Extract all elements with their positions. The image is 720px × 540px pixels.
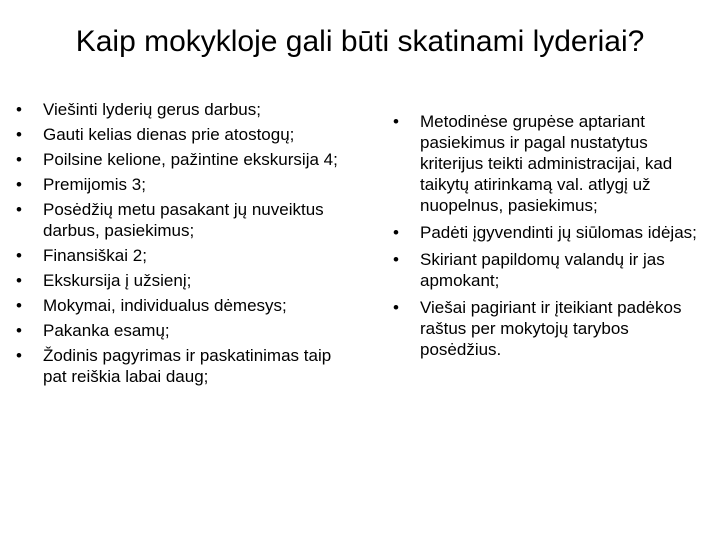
list-item-text: Žodinis pagyrimas ir paskatinimas taip pat reiškia labai daug; <box>43 346 332 386</box>
bullet-icon: • <box>393 250 399 269</box>
list-item-text: Padėti įgyvendinti jų siūlomas idėjas; <box>420 223 697 242</box>
list-item-text: Finansiškai 2; <box>43 246 147 265</box>
list-item-text: Viešinti lyderių gerus darbus; <box>43 100 261 119</box>
list-item <box>391 297 709 360</box>
right-bullet-list <box>391 111 709 366</box>
bullet-icon: • <box>16 296 22 315</box>
list-item <box>14 199 359 241</box>
list-item-text: Premijomis 3; <box>43 175 146 194</box>
bullet-icon: • <box>16 346 22 365</box>
bullet-icon: • <box>16 150 22 169</box>
list-item <box>14 174 359 195</box>
list-item-text: Poilsine kelione, pažintine ekskursija 4; <box>43 150 338 169</box>
list-item-text: Pakanka esamų; <box>43 321 170 340</box>
bullet-icon: • <box>16 125 22 144</box>
list-item <box>14 99 359 120</box>
list-item <box>14 149 359 170</box>
list-item-text: Ekskursija į užsienį; <box>43 271 192 290</box>
list-item <box>391 111 709 216</box>
bullet-icon: • <box>393 298 399 317</box>
list-item <box>14 295 359 316</box>
list-item <box>391 249 709 291</box>
bullet-icon: • <box>16 175 22 194</box>
bullet-icon: • <box>16 200 22 219</box>
list-item <box>391 222 709 243</box>
bullet-icon: • <box>393 112 399 131</box>
list-item-text: Viešai pagiriant ir įteikiant padėkos raštus per mokytojų tarybos posėdžius. <box>420 298 682 359</box>
list-item-text: Metodinėse grupėse aptariant pasiekimus ir pagal nustatytus kriterijus teikti administracijai, kad taikytų atirinkamą val. atlygį už nuopelnus, pasiekimus; <box>420 112 673 215</box>
left-bullet-list <box>14 99 359 391</box>
list-item <box>14 320 359 341</box>
list-item <box>14 270 359 291</box>
bullet-icon: • <box>16 271 22 290</box>
list-item <box>14 345 359 387</box>
slide-title: Kaip mokykloje gali būti skatinami lyderiai? <box>75 25 645 58</box>
bullet-icon: • <box>393 223 399 242</box>
bullet-icon: • <box>16 246 22 265</box>
bullet-icon: • <box>16 321 22 340</box>
list-item <box>14 124 359 145</box>
list-item <box>14 245 359 266</box>
list-item-text: Mokymai, individualus dėmesys; <box>43 296 287 315</box>
list-item-text: Gauti kelias dienas prie atostogų; <box>43 125 295 144</box>
list-item-text: Skiriant papildomų valandų ir jas apmokant; <box>420 250 665 290</box>
list-item-text: Posėdžių metu pasakant jų nuveiktus darbus, pasiekimus; <box>43 200 324 240</box>
bullet-icon: • <box>16 100 22 119</box>
